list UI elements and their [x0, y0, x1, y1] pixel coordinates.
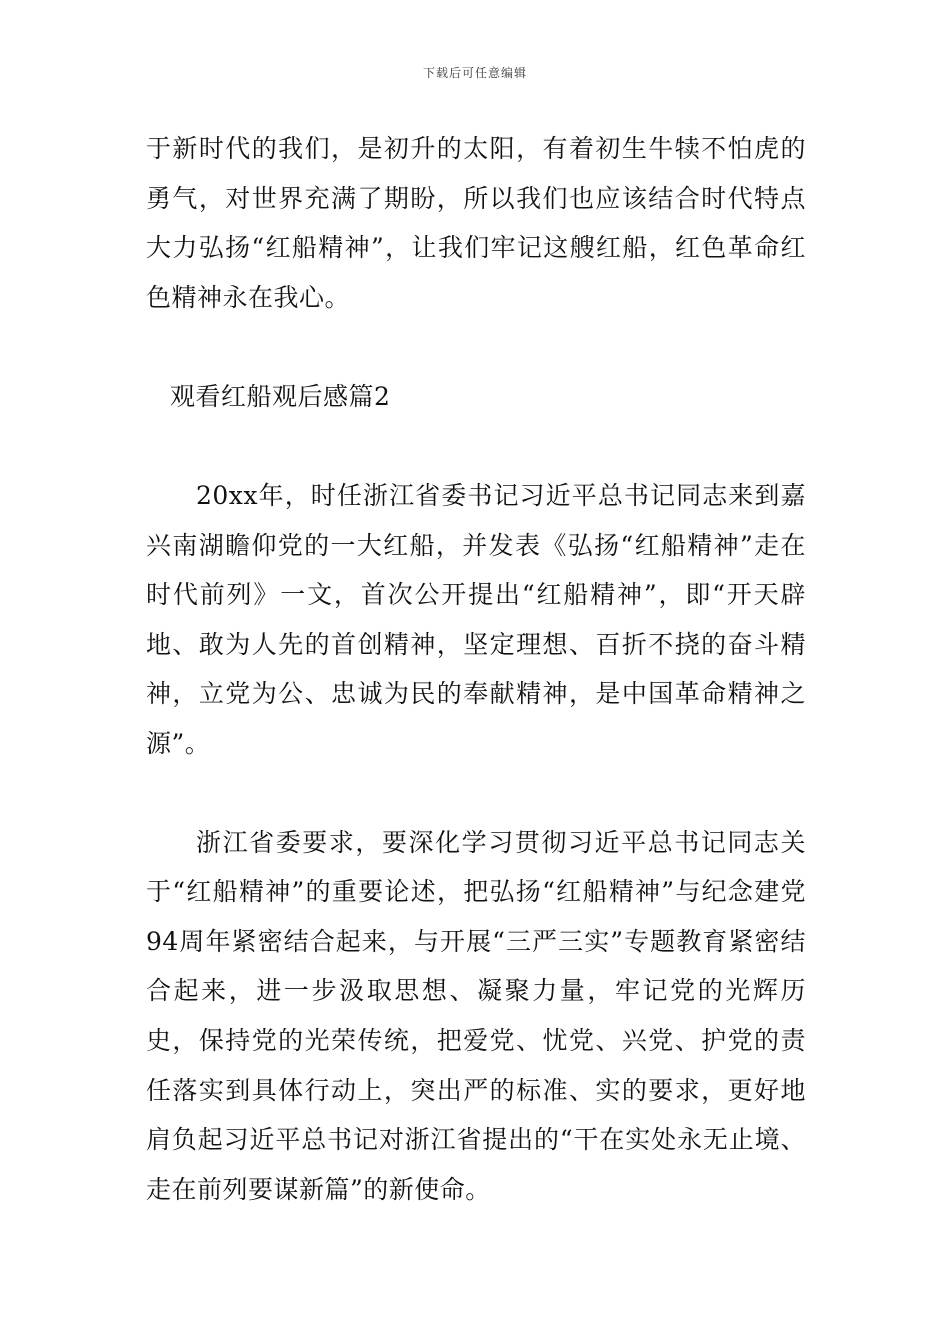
paragraph-gap — [146, 422, 806, 471]
page-header: 下载后可任意编辑 — [422, 66, 527, 80]
paragraph-provincial-requirements: 浙江省委要求，要深化学习贯彻习近平总书记同志关于“红船精神”的重要论述，把弘扬“红船精神”与纪念建党94周年紧密结合起来，与开展“三严三实”专题教育紧密结合起来，进一步汲取思想、凝聚力量，牢记党的光辉历史，保持党的光荣传统，把爱党、忧党、兴党、护党的责任落实到具体行动上，突出严的标准、实的要求，更好地肩负起习近平总书记对浙江省提出的“干在实处永无止境、走在前列要谋新篇”的新使命。 — [146, 827, 806, 1204]
paragraph-continuation: 于新时代的我们，是初升的太阳，有着初生牛犊不怕虎的勇气，对世界充满了期盼，所以我们也应该结合时代特点大力弘扬“红船精神”，让我们牢记这艘红船，红色革命红色精神永在我心。 — [146, 134, 806, 312]
paragraph-gap — [146, 769, 806, 818]
section-heading: 观看红船观后感篇2 — [170, 382, 391, 412]
paragraph-red-boat-spirit: 20xx年，时任浙江省委书记习近平总书记同志来到嘉兴南湖瞻仰党的一大红船，并发表《弘扬“红船精神”走在时代前列》一文，首次公开提出“红船精神”，即“开天辟地、敢为人先的首创精神，坚定理想、百折不挠的奋斗精神，立党为公、忠诚为民的奉献精神，是中国革命精神之源”。 — [146, 480, 806, 758]
document-body — [146, 124, 806, 1214]
paragraph-gap — [146, 322, 806, 372]
